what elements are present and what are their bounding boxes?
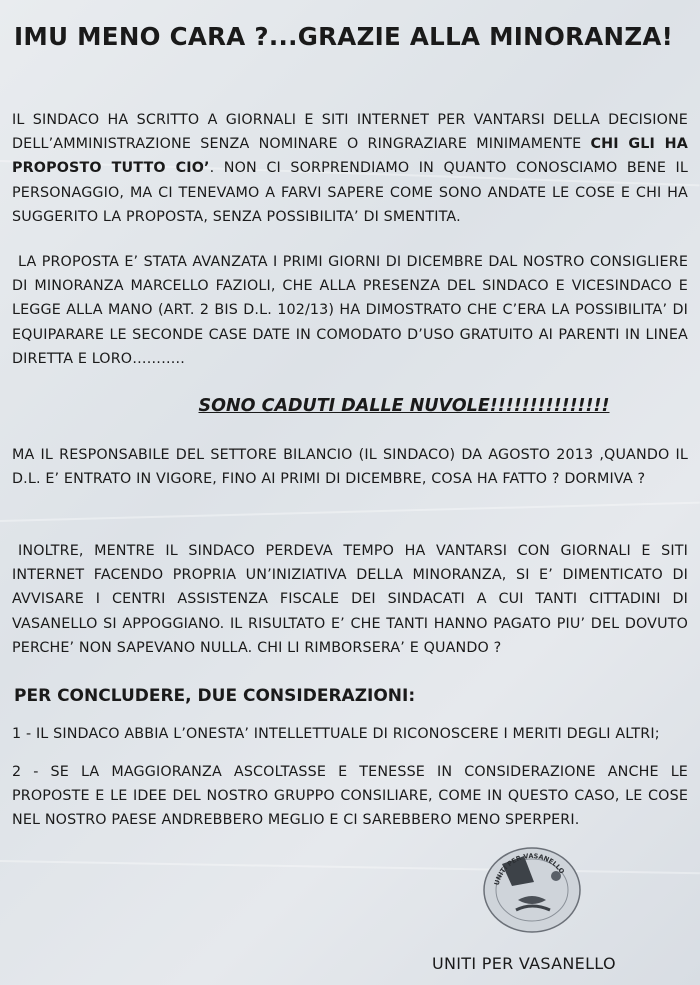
point-1: 1 - IL SINDACO ABBIA L’ONESTA’ INTELLETTUALE DI RICONOSCERE I MERITI DEGLI ALTRI;	[12, 726, 660, 742]
paper-crease	[0, 502, 700, 522]
paragraph-2: LA PROPOSTA E’ STATA AVANZATA I PRIMI GIORNI DI DICEMBRE DAL NOSTRO CONSIGLIERE DI MINORANZA MARCELLO FAZIOLI, CHE ALLA PRESENZA DEL SINDACO E VICESINDACO E LEGGE ALLA MANO (ART. 2 BIS D.L. 102/13) HA DIMOSTRATO CHE C’ERA LA POSSIBILITA’ DI EQUIPARARE LE SECONDE CASE DATE IN COMODATO D’USO GRATUITO AI PARENTI IN LINEA DIRETTA E LORO………..	[12, 254, 688, 367]
paragraph-1-text-end: . NON CI SORPRENDIAMO IN QUANTO CONOSCIAMO BENE IL PERSONAGGIO, MA CI TENEVAMO A FARVI SAPERE COME SONO ANDATE LE COSE E CHI HA SUGGERITO LA PROPOSTA, SENZA POSSIBILITA’ DI SMENTITA.	[12, 160, 688, 225]
party-logo-icon	[478, 842, 586, 936]
signature: UNITI PER VASANELLO	[432, 954, 616, 973]
headline: SONO CADUTI DALLE NUVOLE!!!!!!!!!!!!!!!	[198, 396, 610, 416]
paragraph-3: MA IL RESPONSABILE DEL SETTORE BILANCIO (IL SINDACO) DA AGOSTO 2013 ,QUANDO IL D.L. E’ ENTRATO IN VIGORE, FINO AI PRIMI DI DICEMBRE, COSA HA FATTO ? DORMIVA ?	[12, 447, 688, 488]
svg-text:UNITI PER VASANELLO: UNITI PER VASANELLO	[492, 851, 566, 887]
paragraph-4: INOLTRE, MENTRE IL SINDACO PERDEVA TEMPO HA VANTARSI CON GIORNALI E SITI INTERNET FACENDO PROPRIA UN’INIZIATIVA DELLA MINORANZA, SI E’ DIMENTICATO DI AVVISARE I CENTRI ASSISTENZA FISCALE DEI SINDACATI A CUI TANTI CITTADINI DI VASANELLO SI APPOGGIANO. IL RISULTATO E’ CHE TANTI HANNO PAGATO PIU’ DEL DOVUTO PERCHE’ NON SAPEVANO NULLA. CHI LI RIMBORSERA’ E QUANDO ?	[12, 543, 688, 656]
point-2: 2 - SE LA MAGGIORANZA ASCOLTASSE E TENESSE IN CONSIDERAZIONE ANCHE LE PROPOSTE E LE IDEE DEL NOSTRO GRUPPO CONSILIARE, COME IN QUESTO CASO, LE COSE NEL NOSTRO PAESE ANDREBBERO MEGLIO E CI SAREBBERO MENO SPERPERI.	[12, 764, 688, 829]
paper-crease	[0, 860, 700, 874]
paragraph-1-bold: CHI GLI HA PROPOSTO TUTTO CIO’	[12, 136, 688, 177]
page-title: IMU MENO CARA ?...GRAZIE ALLA MINORANZA!	[14, 22, 674, 51]
paragraph-1	[12, 108, 688, 229]
section-heading: PER CONCLUDERE, DUE CONSIDERAZIONI:	[14, 686, 416, 706]
paragraph-1-text: IL SINDACO HA SCRITTO A GIORNALI E SITI INTERNET PER VANTARSI DELLA DECISIONE DELL’AMMINISTRAZIONE SENZA NOMINARE O RINGRAZIARE MINIMAMENTE	[12, 112, 688, 153]
